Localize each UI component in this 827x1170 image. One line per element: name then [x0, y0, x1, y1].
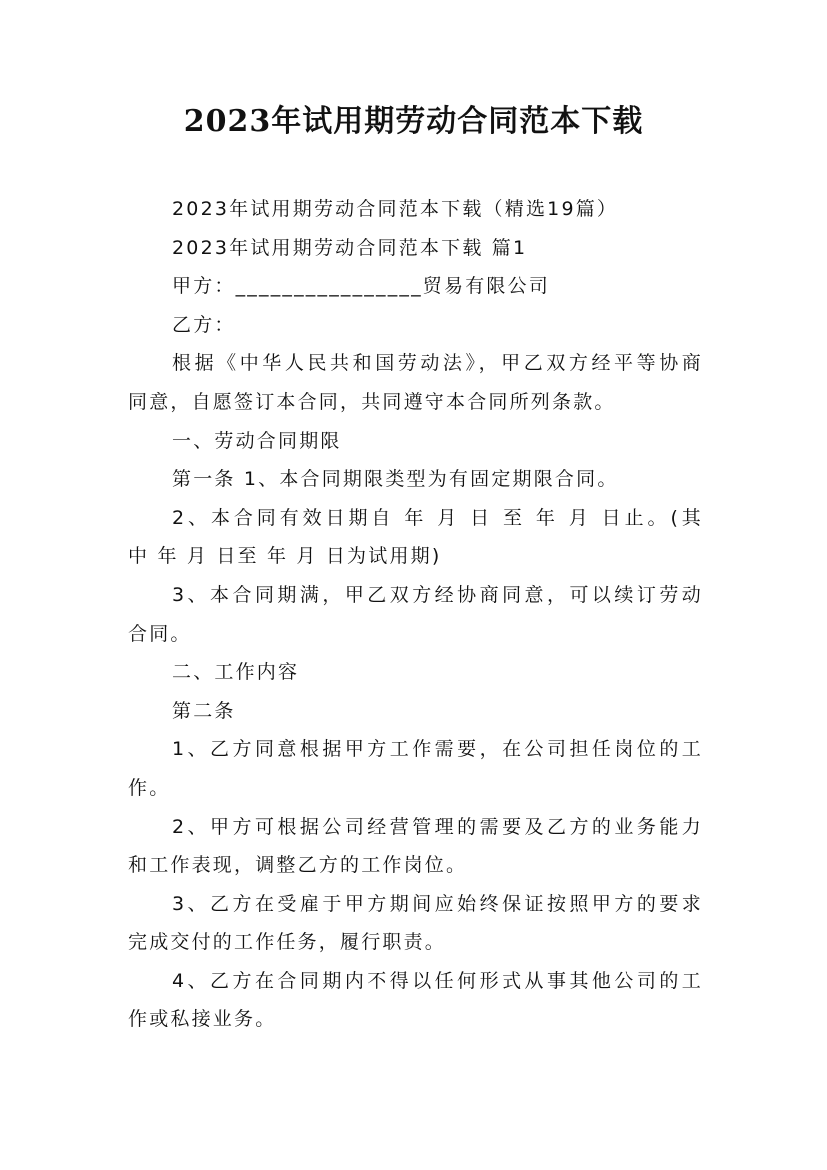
document-line: 合同。: [128, 622, 192, 645]
document-line: 3、本合同期满，甲乙双方经协商同意，可以续订劳动: [172, 583, 703, 606]
document-line: 作或私接业务。: [128, 1008, 277, 1031]
document-line: 和工作表现，调整乙方的工作岗位。: [128, 854, 468, 877]
document-body: [128, 190, 703, 1039]
document-line: 作。: [128, 776, 171, 799]
document-title: 2023年试用期劳动合同范本下载: [183, 104, 644, 139]
document-line: 4、乙方在合同期内不得以任何形式从事其他公司的工: [172, 969, 703, 992]
document-line: 同意，自愿签订本合同，共同遵守本合同所列条款。: [128, 390, 616, 413]
document-line: 一、劳动合同期限: [172, 429, 342, 452]
document-line: 完成交付的工作任务，履行职责。: [128, 931, 447, 954]
document-line: 2、本合同有效日期自 年 月 日 至 年 月 日止。(其: [172, 506, 703, 529]
document-line: 根据《中华人民共和国劳动法》，甲乙双方经平等协商: [172, 352, 703, 375]
document-line: 3、乙方在受雇于甲方期间应始终保证按照甲方的要求: [172, 892, 703, 915]
document-line: 中 年 月 日至 年 月 日为试用期): [128, 545, 442, 568]
document-line: 2023年试用期劳动合同范本下载 篇1: [172, 236, 528, 259]
document-line: 2、甲方可根据公司经营管理的需要及乙方的业务能力: [172, 815, 703, 838]
document-line: 二、工作内容: [172, 661, 300, 684]
document-line: 2023年试用期劳动合同范本下载（精选19篇）: [172, 198, 619, 220]
document-line: 第二条: [172, 699, 236, 722]
document-line: 1、乙方同意根据甲方工作需要，在公司担任岗位的工: [172, 738, 703, 761]
document-line: 乙方：: [172, 313, 236, 336]
document-line: 第一条 1、本合同期限类型为有固定期限合同。: [172, 468, 619, 491]
document-line: 甲方：________________贸易有限公司: [172, 275, 551, 298]
